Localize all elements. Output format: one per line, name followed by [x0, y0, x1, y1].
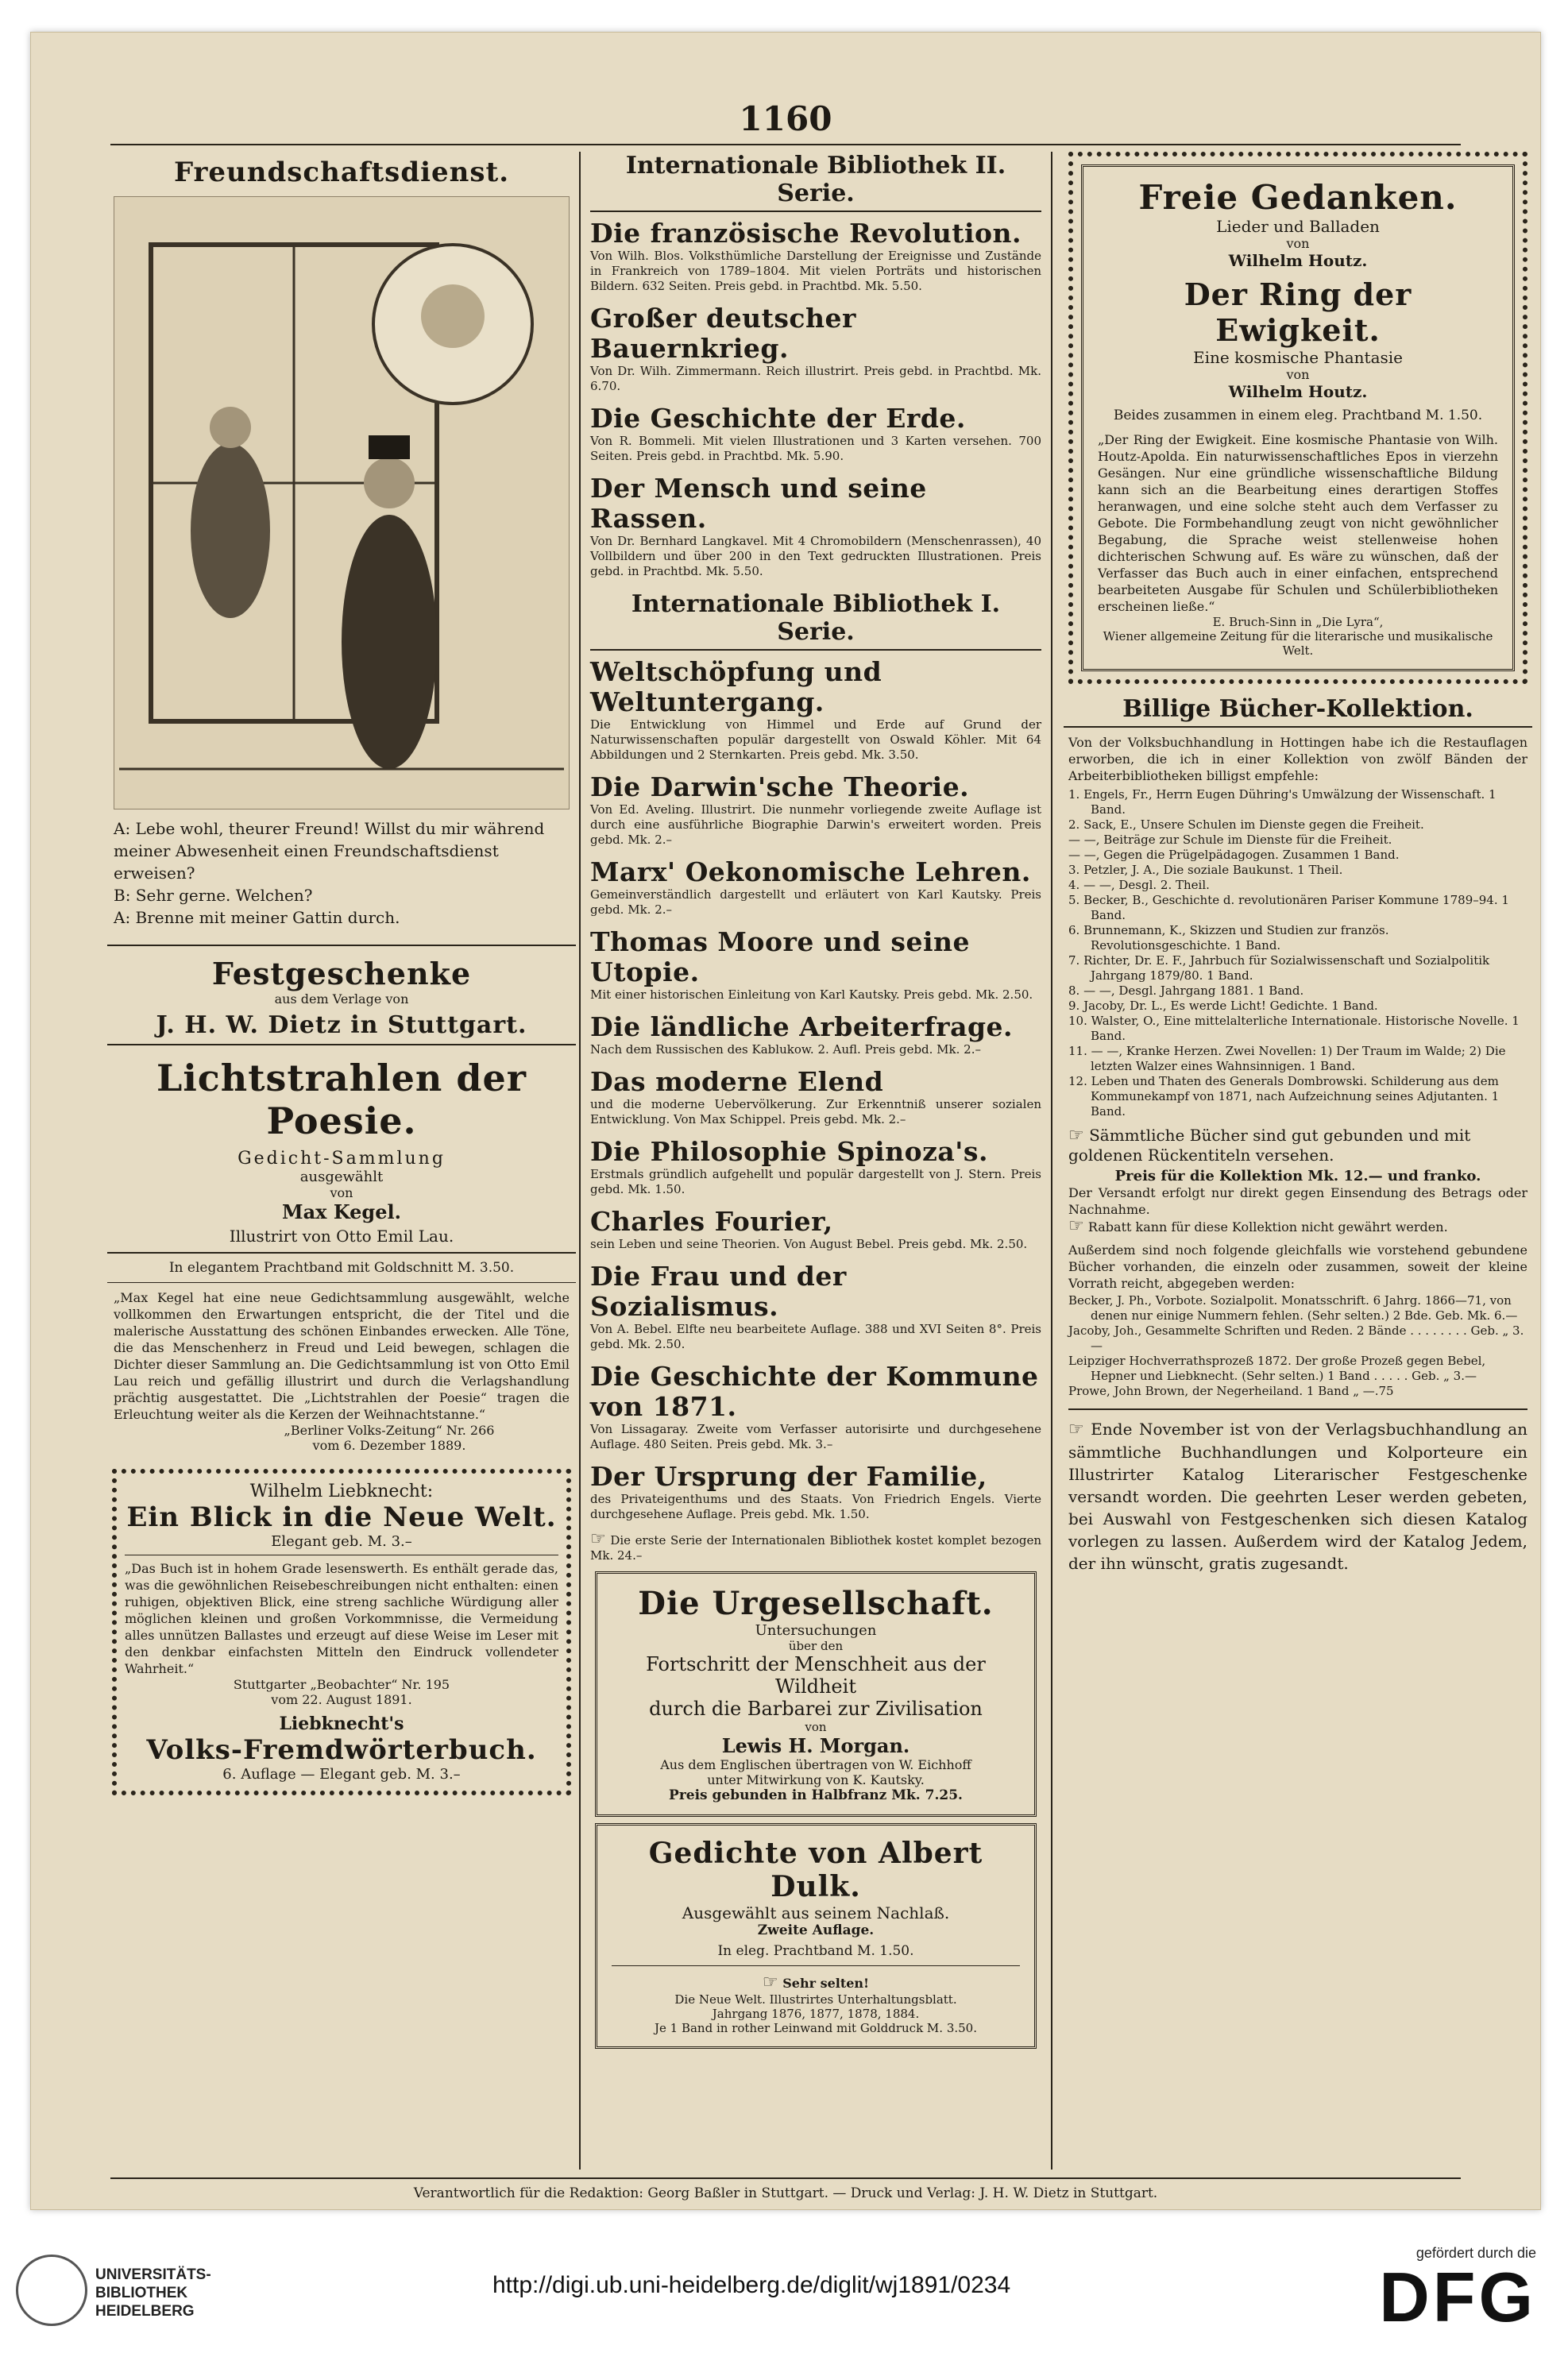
- entry-meta: Mit einer historischen Einleitung von Karl Kautsky. Preis gebd. Mk. 2.50.: [590, 987, 1033, 1002]
- series-note-text: Die erste Serie der Internationalen Bibliothek kostet komplet bezogen Mk. 24.–: [590, 1533, 1041, 1563]
- cartoon-illustration: [114, 196, 570, 809]
- katalog-notice: [1064, 1418, 1532, 1575]
- selected-label: ausgewählt: [299, 1169, 384, 1185]
- list-item: Leipziger Hochverrathsprozeß 1872. Der große Prozeß gegen Bebel, Hepner und Liebknecht. (Sehr selten.) 1 Band . . . . . Geb. „ 3.—: [1068, 1354, 1486, 1383]
- editor-name: Max Kegel.: [282, 1200, 401, 1223]
- urges-sub4: durch die Barbarei zur Zivilisation: [649, 1698, 983, 1720]
- box-price2: 6. Auflage — Elegant geb. M. 3.–: [222, 1766, 461, 1783]
- entry-title: Der Mensch und seine Rassen.: [590, 473, 927, 534]
- rare-line2: Jahrgang 1876, 1877, 1878, 1884.: [712, 2007, 920, 2021]
- by-label: von: [330, 1185, 353, 1200]
- book-entry: [590, 1207, 1041, 1252]
- billige-intro: Von der Volksbuchhandlung in Hottingen habe ich die Restauflagen erworben, die ich in einer Kollektion von zwölf Bänden der Arbeiterbibliotheken billigst empfehle:: [1068, 735, 1527, 783]
- book-entry: [590, 1262, 1041, 1352]
- book-entry: [590, 1067, 1041, 1127]
- review-source: „Berliner Volks-Zeitung“ Nr. 266: [284, 1423, 495, 1438]
- book-entry: [590, 218, 1041, 294]
- top-rule: [110, 144, 1461, 145]
- box-book-title2: Volks-Fremdwörterbuch.: [146, 1734, 537, 1766]
- houtz-quote-src2: Wiener allgemeine Zeitung für die literarische und musikalische Welt.: [1103, 629, 1493, 658]
- box-quote-date: vom 22. August 1891.: [271, 1692, 412, 1707]
- list-item: 12. Leben und Thaten des Generals Dombrowski. Schilderung aus dem Kommunekampf von 1871, nach Aufzeichnung seines Adjutanten. 1 Band.: [1068, 1074, 1500, 1119]
- rabatt-note-text: Rabatt kann für diese Kollektion nicht gewährt werden.: [1087, 1219, 1448, 1235]
- list-item: 2. Sack, E., Unsere Schulen im Dienste gegen die Freiheit.: [1068, 817, 1424, 832]
- liebknecht-ad-box: [112, 1469, 571, 1795]
- list-item: 6. Brunnemann, K., Skizzen und Studien zur französ. Revolutionsgeschichte. 1 Band.: [1068, 923, 1389, 952]
- shipping-note: Der Versandt erfolgt nur direkt gegen Einsendung des Betrags oder Nachnahme.: [1068, 1185, 1527, 1217]
- entry-title: Die Geschichte der Erde.: [590, 403, 966, 434]
- cartoon-dialogue: [107, 817, 576, 929]
- urges-author: Lewis H. Morgan.: [721, 1734, 910, 1757]
- book-entry: [590, 657, 1041, 763]
- library-name-line: BIBLIOTHEK: [95, 2285, 188, 2301]
- entry-meta: sein Leben und seine Theorien. Von August Bebel. Preis gebd. Mk. 2.50.: [590, 1237, 1028, 1251]
- series-note: [590, 1529, 1041, 1563]
- entry-meta: und die moderne Uebervölkerung. Zur Erkenntniß unserer sozialen Entwicklung. Von Max Schippel. Preis gebd. Mk. 2.–: [590, 1097, 1041, 1126]
- book-entry: [590, 857, 1041, 918]
- katalog-notice-text: Ende November ist von der Verlagsbuchhandlung an sämmtliche Buchhandlungen und Kolporteure ein Illustrirter Katalog Literarischer Festgeschenke versandt worden. Die geehrten Leser werden gebeten, bei Auswahl von Festgeschenken sich diesen Katalog vorlegen zu lassen. Außerdem wird der Katalog Jedem, der ihn wünscht, gratis zugesandt.: [1068, 1420, 1527, 1573]
- pointing-hand-icon: ☞: [1068, 1420, 1084, 1439]
- urges-von: von: [805, 1720, 827, 1734]
- entry-title: Die Darwin'sche Theorie.: [590, 771, 970, 802]
- urges-price: Preis gebunden in Halbfranz Mk. 7.25.: [669, 1787, 963, 1803]
- library-logo[interactable]: [16, 2248, 230, 2336]
- illustrator-line: Illustrirt von Otto Emil Lau.: [229, 1227, 454, 1246]
- urges-trans2: unter Mitwirkung von K. Kautsky.: [707, 1772, 925, 1787]
- list-item: Becker, J. Ph., Vorbote. Sozialpolit. Monatsschrift. 6 Jahrg. 1866—71, von denen nur einige Nummern fehlen. (Sehr selten.) 2 Bde. Geb. Mk. 6.—: [1068, 1293, 1518, 1323]
- pointing-hand-icon: ☞: [1068, 1216, 1084, 1236]
- urgesellschaft-title: Die Urgesellschaft.: [638, 1585, 994, 1622]
- list-item: 8. — —, Desgl. Jahrgang 1881. 1 Band.: [1068, 983, 1304, 998]
- box-price: Elegant geb. M. 3.–: [271, 1533, 412, 1550]
- houtz-inner: [1081, 164, 1515, 671]
- rabatt-note: [1064, 1218, 1532, 1235]
- houtz-author: Wilhelm Houtz.: [1228, 251, 1368, 270]
- urges-sub2: über den: [788, 1639, 844, 1653]
- houtz-quote-src: E. Bruch-Sinn in „Die Lyra“,: [1212, 615, 1384, 629]
- list-item: — —, Beiträge zur Schule im Dienste für die Freiheit.: [1068, 833, 1392, 847]
- publisher-name: J. H. W. Dietz in Stuttgart.: [156, 1011, 527, 1039]
- festgeschenke-title: Festgeschenke: [211, 956, 472, 991]
- dialogue-line: A: Lebe wohl, theurer Freund! Willst du mir während meiner Abwesenheit einen Freundschaftsdienst erweisen?: [114, 819, 545, 883]
- list-item: 10. Walster, O., Eine mittelalterliche Internationale. Historische Novelle. 1 Band.: [1068, 1014, 1520, 1043]
- dfg-logo[interactable]: [1379, 2245, 1536, 2336]
- list-item: 7. Richter, Dr. E. F., Jahrbuch für Sozialwissenschaft und Sozialpolitik Jahrgang 1879/80. 1 Band.: [1068, 953, 1490, 983]
- urges-sub1: Untersuchungen: [755, 1622, 877, 1639]
- from-publisher-label: aus dem Verlage von: [274, 991, 409, 1007]
- list-item: 1. Engels, Fr., Herrn Eugen Dühring's Umwälzung der Wissenschaft. 1 Band.: [1068, 787, 1497, 817]
- review-date: vom 6. Dezember 1889.: [312, 1438, 466, 1453]
- entry-title: Das moderne Elend: [590, 1066, 884, 1097]
- houtz-von2: von: [1286, 367, 1310, 382]
- dialogue-line: B: Sehr gerne. Welchen?: [114, 886, 313, 905]
- library-name-line: UNIVERSITÄTS-: [95, 2266, 211, 2283]
- library-name: [95, 2266, 211, 2320]
- urges-sub3: Fortschritt der Menschheit aus der Wildheit: [646, 1653, 986, 1698]
- list-item: 3. Petzler, J. A., Die soziale Baukunst. 1 Theil.: [1068, 863, 1343, 877]
- series2-list: [590, 218, 1041, 579]
- dulk-edition: Zweite Auflage.: [757, 1922, 875, 1938]
- book-entry: [590, 404, 1041, 464]
- houtz-ad-box: [1068, 152, 1527, 684]
- bound-note-text: Sämmtliche Bücher sind gut gebunden und mit goldenen Rückentiteln versehen.: [1068, 1126, 1471, 1165]
- pointing-hand-icon: ☞: [590, 1529, 606, 1549]
- viewer-footer-bar: [0, 2240, 1568, 2357]
- houtz-von: von: [1286, 236, 1310, 251]
- entry-meta: Von R. Bommeli. Mit vielen Illustrationen und 3 Karten versehen. 700 Seiten. Preis gebd. in Prachtbd. Mk. 5.90.: [590, 434, 1041, 463]
- library-name-line: HEIDELBERG: [95, 2303, 195, 2320]
- book-entry: [590, 1462, 1041, 1522]
- entry-title: Marx' Oekonomische Lehren.: [590, 856, 1031, 887]
- dulk-sub: Ausgewählt aus seinem Nachlaß.: [682, 1903, 950, 1922]
- entry-title: Großer deutscher Bauernkrieg.: [590, 303, 856, 364]
- entry-title: Weltschöpfung und Weltuntergang.: [590, 656, 882, 717]
- book-entry: [590, 927, 1041, 1003]
- newspaper-page: [30, 32, 1541, 2210]
- pointing-hand-icon: ☞: [762, 1973, 778, 1992]
- also-list: [1064, 1292, 1532, 1401]
- freie-gedanken-sub: Lieder und Balladen: [1216, 217, 1380, 236]
- permalink-url[interactable]: http://digi.ub.uni-heidelberg.de/diglit/wj1891/0234: [492, 2272, 1011, 2298]
- list-item: Prowe, John Brown, der Negerheiland. 1 Band „ —.75: [1068, 1384, 1394, 1398]
- book-entry: [590, 1137, 1041, 1197]
- rare-line3: Je 1 Band in rother Leinwand mit Golddruck M. 3.50.: [655, 2021, 977, 2035]
- entry-title: Die Frau und der Sozialismus.: [590, 1261, 847, 1322]
- ring-title: Der Ring der Ewigkeit.: [1184, 276, 1412, 348]
- entry-title: Charles Fourier,: [590, 1206, 833, 1237]
- entry-title: Thomas Moore und seine Utopie.: [590, 926, 970, 987]
- box-quote-source: Stuttgarter „Beobachter“ Nr. 195: [233, 1677, 450, 1692]
- rare-line1: Die Neue Welt. Illustrirtes Unterhaltungsblatt.: [674, 1992, 957, 2007]
- box-book-title: Ein Blick in die Neue Welt.: [126, 1501, 557, 1533]
- box-author2: Liebknecht's: [279, 1714, 404, 1734]
- illustration-drawing: [114, 197, 569, 809]
- billige-list: [1064, 784, 1532, 1122]
- university-seal-icon: [16, 2255, 87, 2326]
- dfg-wordmark: DFG: [1379, 2258, 1536, 2336]
- freie-gedanken-title: Freie Gedanken.: [1138, 178, 1458, 217]
- imprint-footer: Verantwortlich für die Redaktion: Georg Baßler in Stuttgart. — Druck und Verlag: J. H. W. Dietz in Stuttgart.: [110, 2177, 1461, 2201]
- column-middle: [579, 152, 1052, 2170]
- entry-title: Die ländliche Arbeiterfrage.: [590, 1011, 1014, 1042]
- entry-meta: des Privateigenthums und des Staats. Von Friedrich Engels. Vierte durchgesehene Auflage. Preis gebd. Mk. 1.50.: [590, 1492, 1041, 1521]
- entry-meta: Die Entwicklung von Himmel und Erde auf Grund der Naturwissenschaften populär dargestellt von Oswald Köhler. Mit 64 Abbildungen und 2 Sternkarten. Preis gebd. Mk. 3.50.: [590, 717, 1041, 762]
- list-item: 4. — —, Desgl. 2. Theil.: [1068, 878, 1210, 892]
- entry-meta: Von Wilh. Blos. Volksthümliche Darstellung der Ereignisse und Zustände in Frankreich von 1789–1804. Mit vielen Porträts und historischen Bildern. 632 Seiten. Preis gebd. in Prachtbd. Mk. 5.50.: [590, 249, 1041, 293]
- book-entry: [590, 473, 1041, 579]
- entry-meta: Erstmals gründlich aufgehellt und populär dargestellt von J. Stern. Preis gebd. Mk. 1.50.: [590, 1167, 1041, 1196]
- book-entry: [590, 1362, 1041, 1452]
- entry-title: Die französische Revolution.: [590, 218, 1022, 249]
- rare-label: [612, 1973, 1020, 1992]
- box-quote: „Das Buch ist in hohem Grade lesenswerth. Es enthält gerade das, was die gewöhnlichen Reisebeschreibungen nicht enthalten: einen ruhigen, objektiven Blick, eine streng sachliche Würdigung aller möglichen kleinen und großen Vorkommnisse, die Vermeidung alles unnützen Ballastes und erzeugt auf diese Weise im Leser mit den denkbar einfachsten Mitteln den Eindruck vollendeter Wahrheit.“: [125, 1561, 558, 1676]
- series2-heading: Internationale Bibliothek II. Serie.: [590, 152, 1041, 212]
- entry-title: Der Ursprung der Familie,: [590, 1461, 987, 1492]
- houtz-author2: Wilhelm Houtz.: [1228, 382, 1368, 401]
- page-number: 1160: [739, 99, 832, 138]
- dialogue-line: A: Brenne mit meiner Gattin durch.: [114, 908, 400, 927]
- entry-meta: Von Lissagaray. Zweite vom Verfasser autorisirte und durchgesehene Auflage. 480 Seiten. Preis gebd. Mk. 3.–: [590, 1422, 1041, 1451]
- book-price: In elegantem Prachtband mit Goldschnitt M. 3.50.: [168, 1260, 515, 1276]
- book-entry: [590, 303, 1041, 394]
- list-item: 5. Becker, B., Geschichte d. revolutionären Pariser Kommune 1789–94. 1 Band.: [1068, 893, 1509, 922]
- rare-label-text: Sehr selten!: [782, 1976, 870, 1991]
- book-title-lichtstrahlen: Lichtstrahlen der Poesie.: [156, 1057, 527, 1142]
- entry-meta: Nach dem Russischen des Kablukow. 2. Aufl. Preis gebd. Mk. 2.–: [590, 1042, 981, 1057]
- entry-meta: Von A. Bebel. Elfte neu bearbeitete Auflage. 388 und XVI Seiten 8°. Preis gebd. Mk. 2.50.: [590, 1322, 1041, 1351]
- series1-heading: Internationale Bibliothek I. Serie.: [590, 590, 1041, 651]
- entry-meta: Von Dr. Wilh. Zimmermann. Reich illustrirt. Preis gebd. in Prachtbd. Mk. 6.70.: [590, 364, 1041, 393]
- box-author: Wilhelm Liebknecht:: [249, 1482, 434, 1501]
- book-entry: [590, 1012, 1041, 1057]
- collection-price: Preis für die Kollektion Mk. 12.— und franko.: [1114, 1168, 1481, 1184]
- bound-note: [1064, 1122, 1532, 1168]
- list-item: 11. — —, Kranke Herzen. Zwei Novellen: 1) Der Traum im Walde; 2) Die letzten Walzer eines Wahnsinnigen. 1 Band.: [1068, 1044, 1506, 1073]
- book-entry: [590, 772, 1041, 848]
- book-subtitle: Gedicht-Sammlung: [238, 1149, 446, 1169]
- entry-title: Die Philosophie Spinoza's.: [590, 1136, 988, 1167]
- list-item: — —, Gegen die Prügelpädagogen. Zusammen 1 Band.: [1068, 848, 1400, 862]
- list-item: Jacoby, Joh., Gesammelte Schriften und Reden. 2 Bände . . . . . . . . Geb. „ 3.—: [1068, 1323, 1524, 1353]
- list-item: 9. Jacoby, Dr. L., Es werde Licht! Gedichte. 1 Band.: [1068, 999, 1378, 1013]
- urges-trans: Aus dem Englischen übertragen von W. Eichhoff: [660, 1757, 971, 1772]
- column-left: [107, 152, 576, 2170]
- billige-heading: Billige Bücher-Kollektion.: [1064, 695, 1532, 728]
- entry-title: Die Geschichte der Kommune von 1871.: [590, 1361, 1039, 1422]
- cartoon-title: Freundschaftsdienst.: [173, 156, 510, 188]
- pointing-hand-icon: ☞: [1068, 1126, 1084, 1146]
- urgesellschaft-box: [595, 1571, 1037, 1817]
- dulk-price: In eleg. Prachtband M. 1.50.: [717, 1943, 914, 1959]
- funded-by-label: gefördert durch die: [1415, 2245, 1536, 2261]
- dulk-box: [595, 1823, 1037, 2049]
- entry-meta: Gemeinverständlich dargestellt und erläutert von Karl Kautsky. Preis gebd. Mk. 2.–: [590, 887, 1041, 917]
- column-right: [1064, 152, 1532, 2170]
- also-available: Außerdem sind noch folgende gleichfalls wie vorstehend gebundene Bücher vorhanden, die einzeln oder zusammen, soweit der kleine Vorrath reicht, abgegeben werden:: [1068, 1242, 1527, 1291]
- dulk-title: Gedichte von Albert Dulk.: [648, 1837, 983, 1903]
- entry-meta: Von Ed. Aveling. Illustrirt. Die nunmehr vorliegende zweite Auflage ist durch eine ausführliche Biographie Darwin's erweitert worden. Preis gebd. Mk. 2.–: [590, 802, 1041, 847]
- entry-meta: Von Dr. Bernhard Langkavel. Mit 4 Chromobildern (Menschenrassen), 40 Vollbildern und über 200 in den Text gedruckten Illustrationen. Preis gebd. in Prachtbd. Mk. 5.50.: [590, 534, 1041, 578]
- houtz-price: Beides zusammen in einem eleg. Prachtband M. 1.50.: [1113, 408, 1483, 423]
- series1-list: [590, 657, 1041, 1522]
- houtz-quote: „Der Ring der Ewigkeit. Eine kosmische Phantasie von Wilh. Houtz-Apolda. Ein naturwissenschaftliches Epos in vierzehn Gesängen. Nur eine gründliche wissenschaftliche Bildung kann sich an die Bearbeitung eines derartigen Stoffes heranwagen, und eine solche steht auch dem Verfasser zu Gebote. Die Formbehandlung zeugt von nicht gewöhnlicher Begabung, die Sprache weist stellenweise hohen dichterischen Schwung auf. Es wäre zu wünschen, daß der Verfasser das Buch auch in einer einfachen, entsprechend bearbeiteten Ausgabe für Schulen und Schülerbibliotheken erscheinen ließe.“: [1098, 432, 1498, 614]
- review-text: „Max Kegel hat eine neue Gedichtsammlung ausgewählt, welche vollkommen den Erwartungen entspricht, die der Titel und die malerische Ausstattung des schönen Einbandes erwecken. Alle Töne, die das Menschenherz in Freud und Leid bewegen, schlagen die Dichter dieser Sammlung an. Die Gedichtsammlung ist von Otto Emil Lau reich und gefällig illustrirt und durch die Verlagshandlung prächtig ausgestattet. Die „Lichtstrahlen der Poesie“ tragen die Erleuchtung weiter als die Kerzen der Weihnachtstanne.“: [114, 1290, 570, 1422]
- ring-sub: Eine kosmische Phantasie: [1193, 348, 1403, 367]
